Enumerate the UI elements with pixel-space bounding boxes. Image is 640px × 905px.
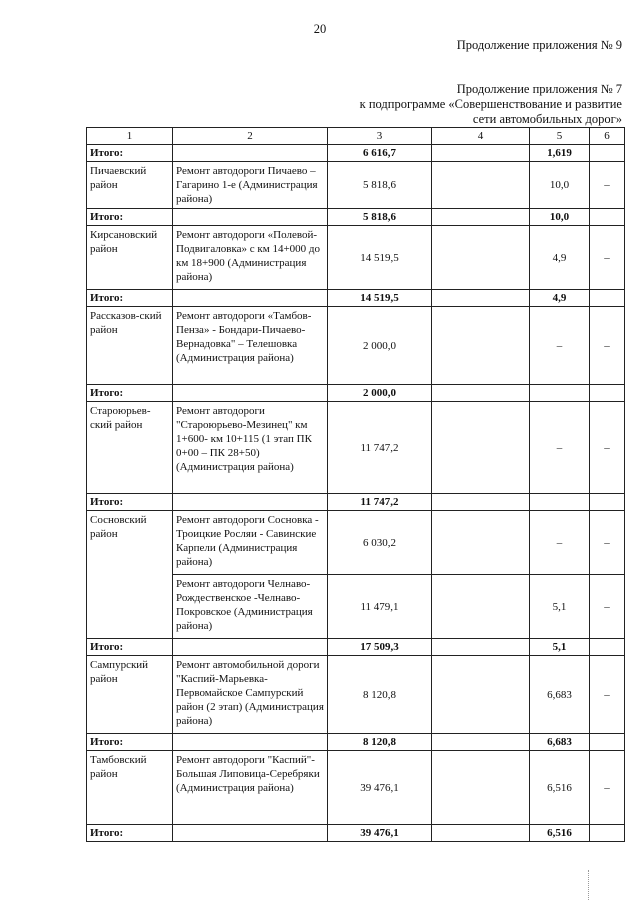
project-description: Ремонт автодороги Челнаво- Рождественское -Челнаво-Покровское (Администрация района) <box>173 575 328 639</box>
total-empty-cell <box>590 825 625 842</box>
program-table-container <box>86 127 624 842</box>
project-amount: 2 000,0 <box>328 307 432 385</box>
project-amount: 14 519,5 <box>328 226 432 290</box>
table-row <box>87 511 625 575</box>
total-label: Итого: <box>87 494 173 511</box>
table-row <box>87 751 625 825</box>
total-empty-cell <box>590 209 625 226</box>
scan-margin-mark <box>588 870 590 900</box>
total-row <box>87 825 625 842</box>
continuation-line: сети автомобильных дорог» <box>472 112 622 126</box>
total-row <box>87 385 625 402</box>
project-col4 <box>432 162 530 209</box>
district-name: Рассказов-ский район <box>87 307 173 385</box>
project-col4 <box>432 307 530 385</box>
total-empty-cell <box>432 145 530 162</box>
total-label: Итого: <box>87 145 173 162</box>
total-value <box>530 385 590 402</box>
appendix-9-continuation: Продолжение приложения № 9 <box>456 38 622 52</box>
total-value: 6,516 <box>530 825 590 842</box>
total-row <box>87 494 625 511</box>
district-name: Староюрьев-ский район <box>87 402 173 494</box>
total-amount: 39 476,1 <box>328 825 432 842</box>
project-col5: 10,0 <box>530 162 590 209</box>
header-cell: 2 <box>173 128 328 145</box>
project-col4 <box>432 511 530 575</box>
total-empty-cell <box>590 290 625 307</box>
project-col6: – <box>590 226 625 290</box>
project-col6: – <box>590 751 625 825</box>
project-col4 <box>432 226 530 290</box>
total-empty-cell <box>590 385 625 402</box>
table-row <box>87 656 625 734</box>
total-row <box>87 734 625 751</box>
total-value <box>530 494 590 511</box>
district-name: Кирсановский район <box>87 226 173 290</box>
total-empty-cell <box>590 494 625 511</box>
total-empty-cell <box>173 734 328 751</box>
project-col6: – <box>590 162 625 209</box>
project-amount: 11 747,2 <box>328 402 432 494</box>
header-row <box>87 128 625 145</box>
project-col4 <box>432 402 530 494</box>
total-row <box>87 209 625 226</box>
project-description: Ремонт автодороги Сосновка - Троицкие Росляи - Савинские Карпели (Администрация района) <box>173 511 328 575</box>
total-empty-cell <box>173 145 328 162</box>
project-amount: 8 120,8 <box>328 656 432 734</box>
project-col6: – <box>590 575 625 639</box>
district-name: Сампурский район <box>87 656 173 734</box>
project-col5: 5,1 <box>530 575 590 639</box>
header-cell: 6 <box>590 128 625 145</box>
district-name: Сосновский район <box>87 511 173 639</box>
total-empty-cell <box>432 494 530 511</box>
project-col6: – <box>590 402 625 494</box>
total-label: Итого: <box>87 734 173 751</box>
project-description: Ремонт автодороги Пичаево – Гагарино 1-е (Администрация района) <box>173 162 328 209</box>
table-row <box>87 402 625 494</box>
total-empty-cell <box>173 385 328 402</box>
project-description: Ремонт автомобильной дороги "Каспий-Марьевка-Первомайское Сампурский район (2 этап) (Администрация района) <box>173 656 328 734</box>
total-amount: 5 818,6 <box>328 209 432 226</box>
header-cell: 4 <box>432 128 530 145</box>
table-row <box>87 162 625 209</box>
project-col5: – <box>530 307 590 385</box>
total-amount: 14 519,5 <box>328 290 432 307</box>
district-name: Тамбовский район <box>87 751 173 825</box>
total-value: 10,0 <box>530 209 590 226</box>
table-row <box>87 226 625 290</box>
header-cell: 1 <box>87 128 173 145</box>
project-amount: 6 030,2 <box>328 511 432 575</box>
project-amount: 11 479,1 <box>328 575 432 639</box>
project-col4 <box>432 751 530 825</box>
project-amount: 39 476,1 <box>328 751 432 825</box>
project-description: Ремонт автодороги «Полевой-Подвигаловка» с км 14+000 до км 18+900 (Администрация района) <box>173 226 328 290</box>
district-name: Пичаевский район <box>87 162 173 209</box>
header-cell: 3 <box>328 128 432 145</box>
total-label: Итого: <box>87 825 173 842</box>
project-amount: 5 818,6 <box>328 162 432 209</box>
total-value: 1,619 <box>530 145 590 162</box>
continuation-line: к подпрограмме «Совершенствование и развитие <box>359 97 622 111</box>
project-description: Ремонт автодороги «Тамбов-Пенза» - Бондари-Пичаево-Вернадовка" – Телешовка (Администрация района) <box>173 307 328 385</box>
total-empty-cell <box>173 290 328 307</box>
total-empty-cell <box>432 639 530 656</box>
total-empty-cell <box>173 494 328 511</box>
total-empty-cell <box>590 145 625 162</box>
project-col6: – <box>590 307 625 385</box>
total-amount: 2 000,0 <box>328 385 432 402</box>
total-amount: 17 509,3 <box>328 639 432 656</box>
project-col5: 6,516 <box>530 751 590 825</box>
total-empty-cell <box>173 825 328 842</box>
total-empty-cell <box>590 639 625 656</box>
program-table <box>86 127 625 842</box>
project-col5: – <box>530 511 590 575</box>
appendix-7-continuation <box>360 82 622 127</box>
total-empty-cell <box>173 209 328 226</box>
total-label: Итого: <box>87 290 173 307</box>
project-description: Ремонт автодороги "Каспий"-Большая Липовица-Серебряки (Администрация района) <box>173 751 328 825</box>
total-row <box>87 145 625 162</box>
header-cell: 5 <box>530 128 590 145</box>
continuation-line: Продолжение приложения № 7 <box>456 82 622 96</box>
total-row <box>87 290 625 307</box>
table-row <box>87 307 625 385</box>
total-value: 5,1 <box>530 639 590 656</box>
project-col5: – <box>530 402 590 494</box>
project-col6: – <box>590 511 625 575</box>
total-value: 4,9 <box>530 290 590 307</box>
project-col6: – <box>590 656 625 734</box>
project-col5: 4,9 <box>530 226 590 290</box>
project-col4 <box>432 575 530 639</box>
total-empty-cell <box>432 290 530 307</box>
total-row <box>87 639 625 656</box>
total-empty-cell <box>432 825 530 842</box>
total-empty-cell <box>432 385 530 402</box>
total-empty-cell <box>173 639 328 656</box>
total-empty-cell <box>432 209 530 226</box>
project-description: Ремонт автодороги "Староюрьево-Мезинец" км 1+600- км 10+115 (1 этап ПК 0+00 – ПК 28+50) (Администрация района) <box>173 402 328 494</box>
project-col4 <box>432 656 530 734</box>
total-value: 6,683 <box>530 734 590 751</box>
total-amount: 8 120,8 <box>328 734 432 751</box>
total-empty-cell <box>432 734 530 751</box>
total-amount: 11 747,2 <box>328 494 432 511</box>
total-label: Итого: <box>87 385 173 402</box>
total-label: Итого: <box>87 639 173 656</box>
total-label: Итого: <box>87 209 173 226</box>
project-col5: 6,683 <box>530 656 590 734</box>
page-number: 20 <box>313 22 327 36</box>
total-empty-cell <box>590 734 625 751</box>
total-amount: 6 616,7 <box>328 145 432 162</box>
